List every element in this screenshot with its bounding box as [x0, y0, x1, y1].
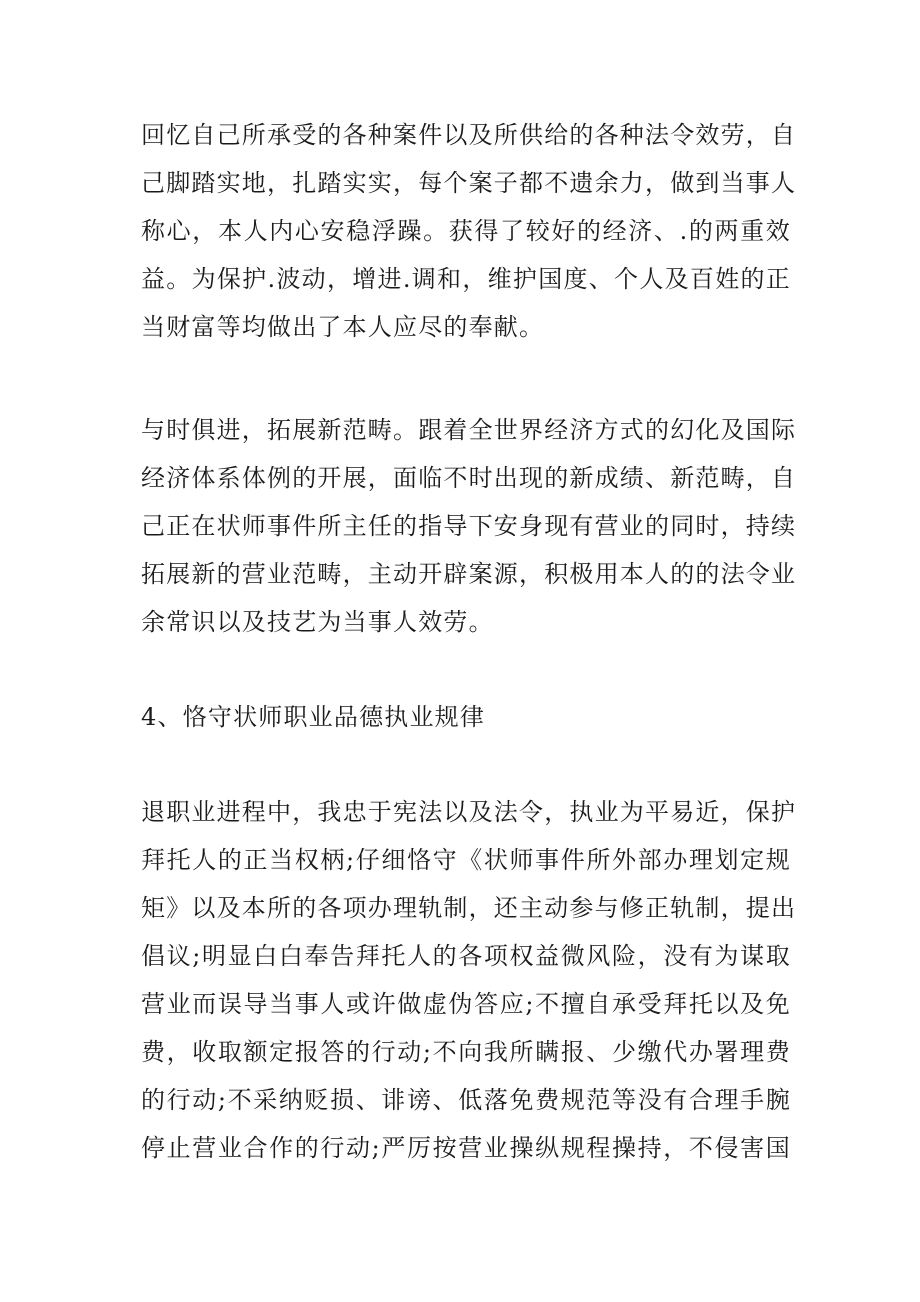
section-heading: 4、恪守状师职业品德执业规律 [141, 703, 486, 731]
paragraph-4-line-7: 的行动;不采纳贬损、诽谤、低落免费规范等没有合理手腕 [141, 1086, 791, 1114]
paragraph-4-line-4: 倡议;明显白白奉告拜托人的各项权益微风险，没有为谋取 [141, 942, 791, 970]
paragraph-4-line-3: 矩》以及本所的各项办理轨制，还主动参与修正轨制，提出 [141, 894, 797, 922]
paragraph-4-line-2: 拜托人的正当权柄;仔细恪守《状师事件所外部办理划定规 [141, 846, 791, 874]
paragraph-4-line-8: 停止营业合作的行动;严厉按营业操纵规程操持，不侵害国 [141, 1134, 791, 1162]
paragraph-1-line-1: 回忆自己所承受的各种案件以及所供给的各种法令效劳，自 [141, 121, 797, 149]
paragraph-2-line-1: 与时俱进，拓展新范畴。跟着全世界经济方式的幻化及国际 [141, 416, 797, 444]
paragraph-1-line-4: 益。为保护.波动，增进.调和，维护国度、个人及百姓的正 [141, 265, 791, 293]
paragraph-2-line-3: 己正在状师事件所主任的指导下安身现有营业的同时，持续 [141, 512, 797, 540]
paragraph-4-line-6: 费，收取额定报答的行动;不向我所瞒报、少缴代办署理费 [141, 1038, 791, 1066]
paragraph-2-line-4: 拓展新的营业范畴，主动开辟案源，积极用本人的的法令业 [141, 560, 797, 588]
paragraph-4-line-1: 退职业进程中，我忠于宪法以及法令，执业为平易近，保护 [141, 798, 797, 826]
paragraph-4-line-5: 营业而误导当事人或许做虚伪答应;不擅自承受拜托以及免 [141, 990, 791, 1018]
paragraph-1-line-3: 称心，本人内心安稳浮躁。获得了较好的经济、.的两重效 [141, 217, 791, 245]
paragraph-1-line-5: 当财富等均做出了本人应尽的奉献。 [141, 313, 545, 341]
paragraph-1-line-2: 己脚踏实地，扎踏实实，每个案子都不遗余力，做到当事人 [141, 169, 797, 197]
paragraph-2-line-5: 余常识以及技艺为当事人效劳。 [141, 608, 494, 636]
paragraph-2-line-2: 经济体系体例的开展，面临不时出现的新成绩、新范畴，自 [141, 464, 797, 492]
